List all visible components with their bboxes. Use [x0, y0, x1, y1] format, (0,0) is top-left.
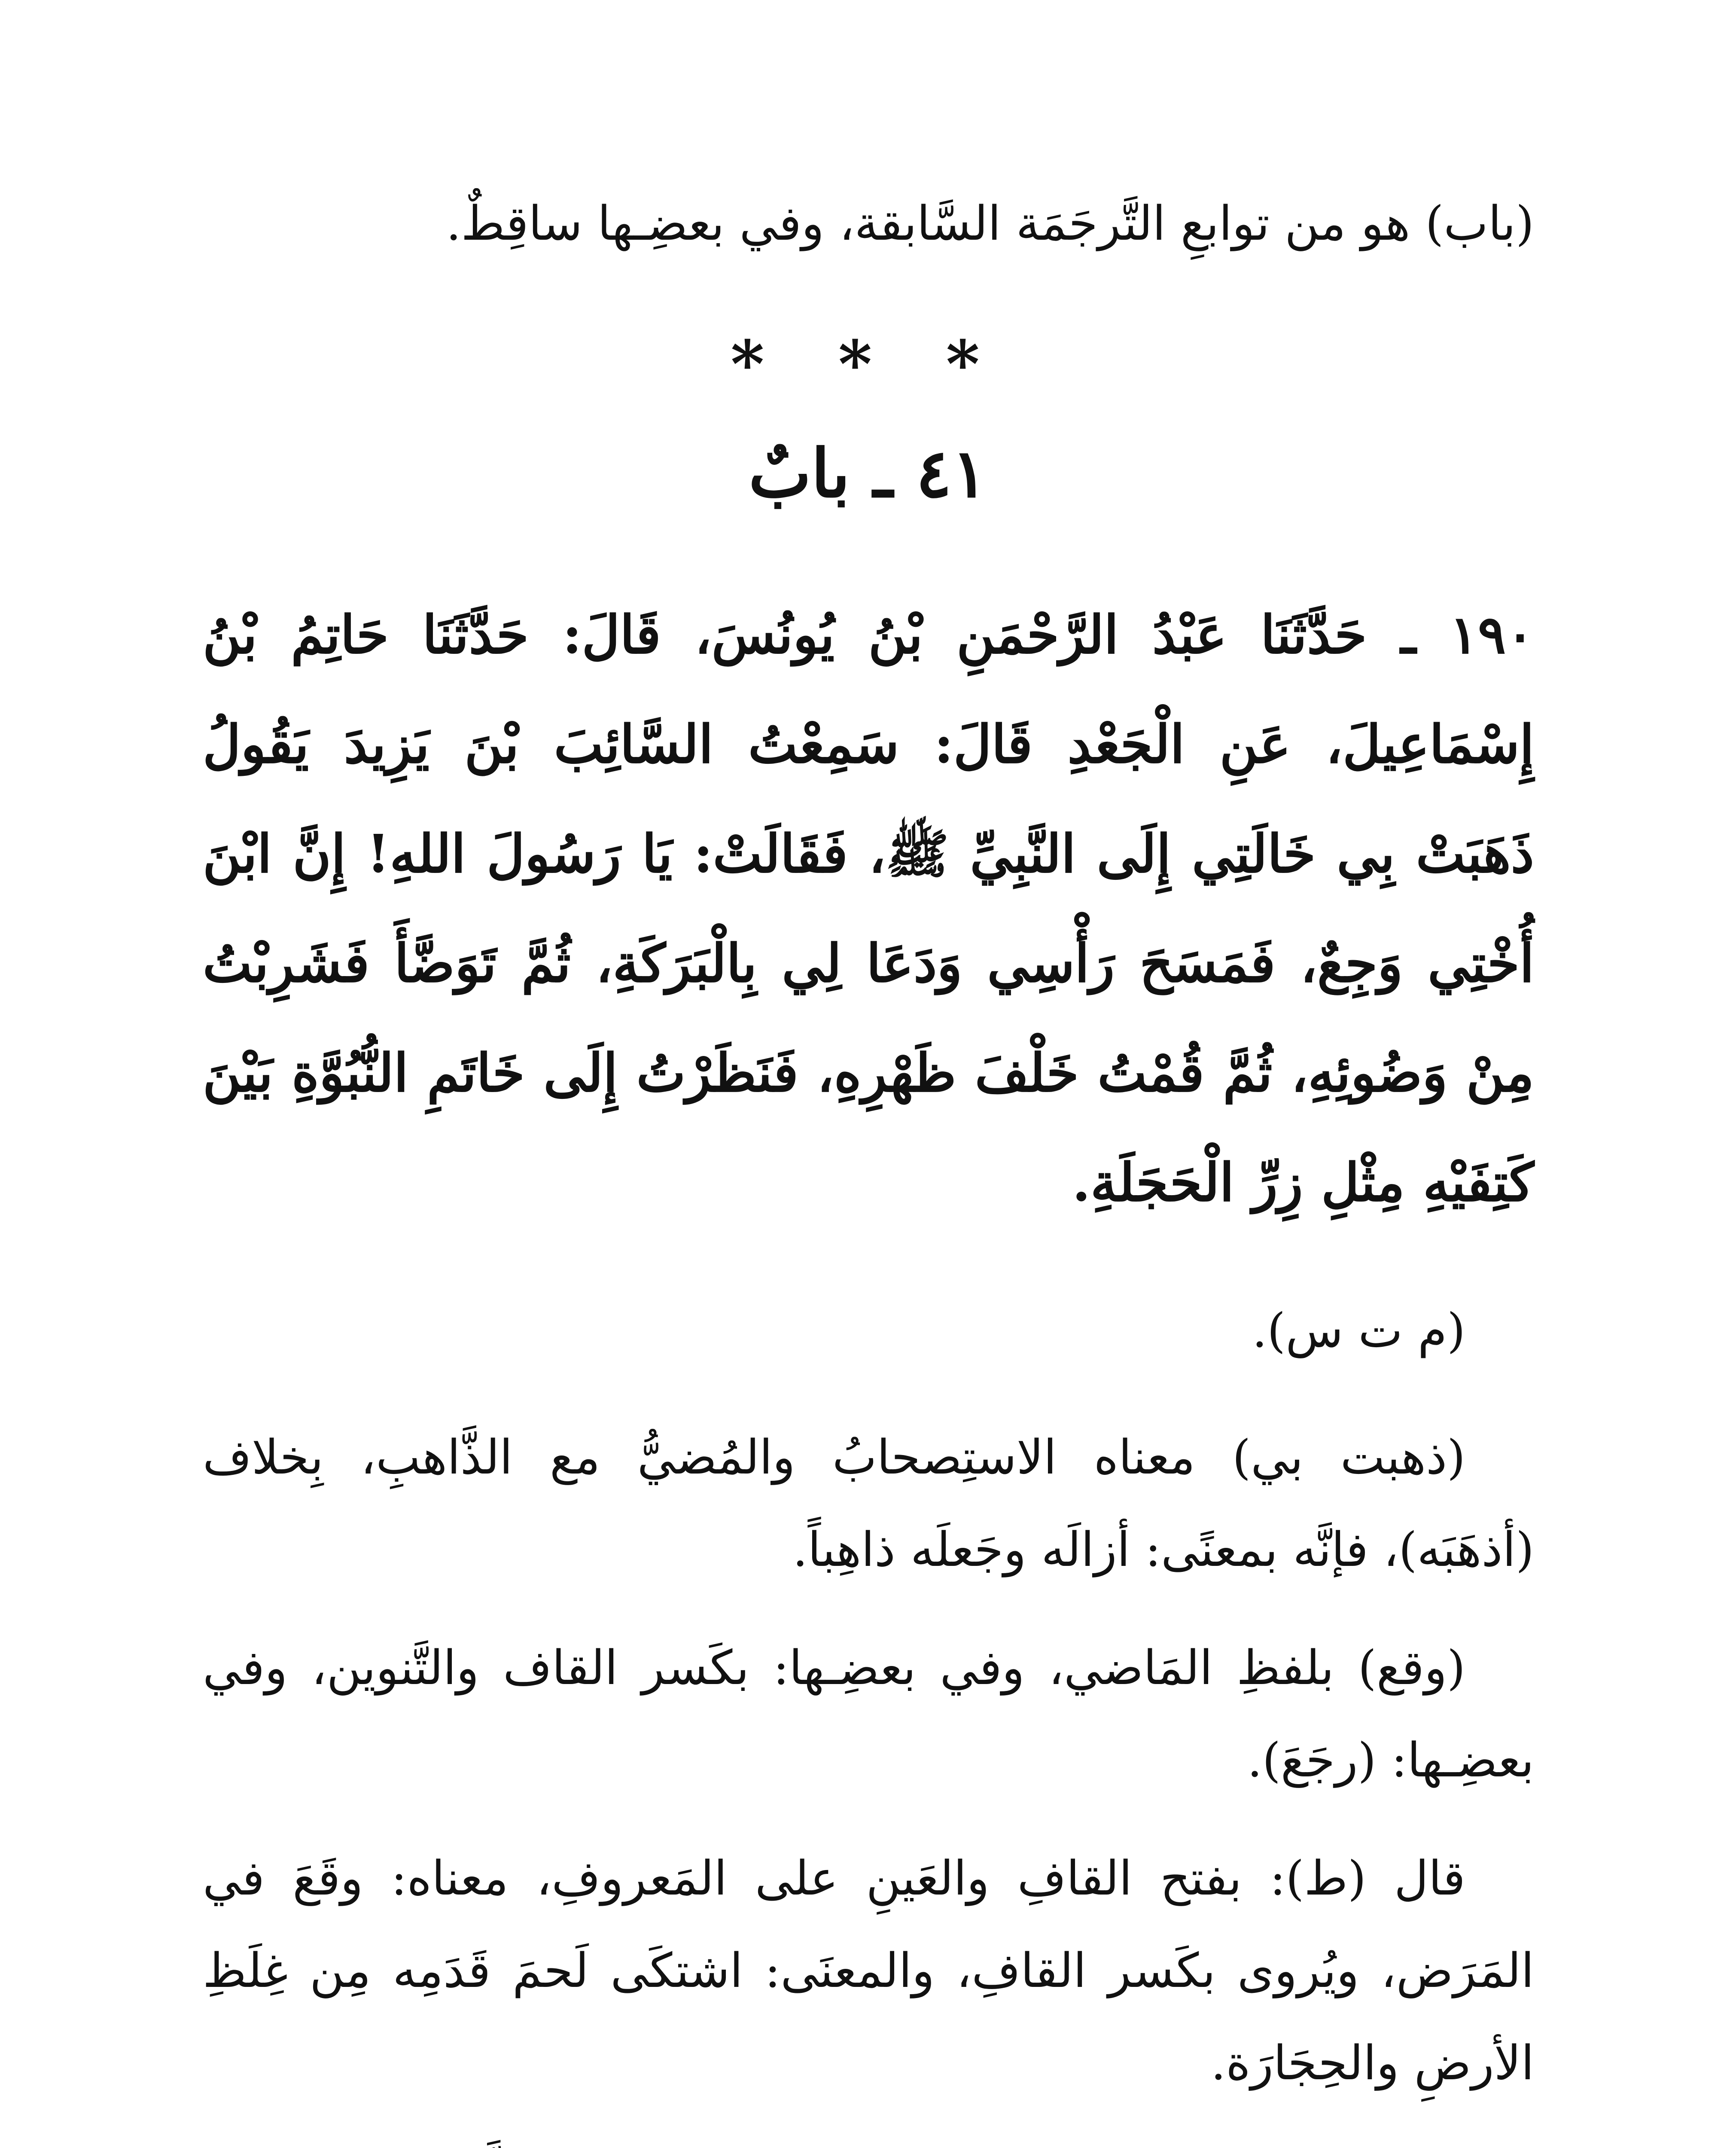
commentary-paragraph: قال (ط): بفتح القافِ والعَينِ على المَعروفِ، معناه: وقَعَ في المَرَض، ويُروى بكَسر القافِ، والمعنَى: اشتكَى لَحمَ قَدَمِه مِن غِلَظِ الأرضِ والحِجَارَة. [203, 1851, 1534, 2090]
commentary-sources: (م ت س). [1252, 1303, 1465, 1358]
chapter-title: ٤١ ـ بابٌ [748, 434, 988, 513]
commentary-paragraph: (وقع) بلفظِ المَاضي، وفي بعضِـها: بكَسر القاف والتَّنوين، وفي بعضِـها: (رجَعَ). [203, 1640, 1534, 1788]
section-ornament: * * * [731, 326, 1005, 402]
top-note: (باب) هو من توابعِ التَّرجَمَة السَّابقة، وفي بعضِـها ساقِطٌ. [446, 196, 1534, 251]
hadith-text: ١٩٠ ـ حَدَّثَنَا عَبْدُ الرَّحْمَنِ بْنُ يُونُسَ، قَالَ: حَدَّثَنَا حَاتِمُ بْنُ إِسْمَاعِيلَ، عَنِ الْجَعْدِ قَالَ: سَمِعْتُ السَّائِبَ بْنَ يَزِيدَ يَقُولُ ذَهَبَتْ بِي خَالَتِي إِلَى النَّبِيِّ ﷺ، فَقَالَتْ: يَا رَسُولَ اللهِ! إِنَّ ابْنَ أُخْتِي وَجِعٌ، فَمَسَحَ رَأْسِي وَدَعَا لِي بِالْبَرَكَةِ، ثُمَّ تَوَضَّأَ فَشَرِبْتُ مِنْ وَضُوئِهِ، ثُمَّ قُمْتُ خَلْفَ ظَهْرِهِ، فَنَظَرْتُ إِلَى خَاتَمِ النُّبُوَّةِ بَيْنَ كَتِفَيْهِ مِثْلِ زِرِّ الْحَجَلَةِ. [203, 604, 1534, 1213]
commentary [203, 1285, 1534, 2148]
commentary-paragraph [203, 2135, 1534, 2148]
commentary-paragraph: (ذهبت بي) معناه الاستِصحابُ والمُضيُّ مع الذَّاهبِ، بِخلاف (أذهَبَه)، فإنَّه بمعنًى: أزالَه وجَعلَه ذاهِباً. [203, 1430, 1534, 1577]
